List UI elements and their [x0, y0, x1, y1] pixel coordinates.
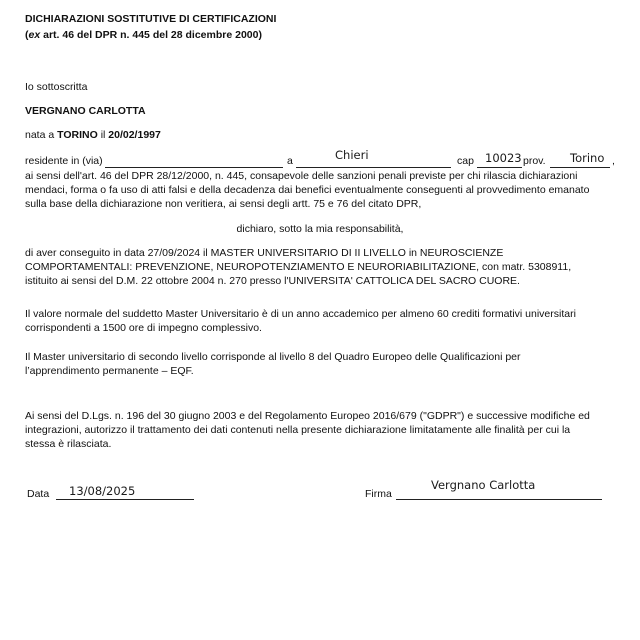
eqf-paragraph — [25, 350, 620, 378]
signature-field[interactable] — [396, 499, 602, 500]
eqf-line-1: Il Master universitario di secondo livello corrisponde al livello 8 del Quadro Europeo delle Qualificazioni per — [25, 351, 521, 363]
city-label: a — [287, 155, 293, 167]
signature-label: Firma — [365, 488, 392, 500]
prov-label: prov. — [523, 155, 546, 167]
cap-label: cap — [457, 155, 474, 167]
legal-line-3: sulla base della dichiarazione non veritiera, ai sensi degli artt. 75 e 76 del citato DPR, — [25, 198, 422, 210]
prov-value: Torino — [570, 151, 605, 165]
cap-field[interactable] — [477, 167, 522, 168]
subtitle-rest: art. 46 del DPR n. 445 del 28 dicembre 2000) — [40, 29, 262, 41]
value-line-1: Il valore normale del suddetto Master Universitario è di un anno accademico per almeno 60 crediti formativi universitari — [25, 308, 576, 320]
born-date: 20/02/1997 — [108, 129, 161, 141]
legal-line-1: ai sensi dell'art. 46 del DPR 28/12/2000, n. 445, consapevole delle sanzioni penali previste per chi rilascia dichiarazioni — [25, 170, 578, 182]
legal-paragraph — [25, 169, 620, 211]
document-subtitle — [25, 28, 262, 42]
gdpr-line-2: integrazioni, autorizzo il trattamento dei dati contenuti nella presente dichiarazione limitatamente alle finalità per cui la — [25, 424, 571, 436]
born-mid: il — [97, 129, 109, 141]
residence-comma: , — [612, 155, 615, 167]
legal-line-2: mendaci, forma o fa uso di atti falsi e della decadenza dai benefici eventualmente conseguenti al provvedimento emanato — [25, 184, 590, 196]
residence-label: residente in (via) — [25, 155, 103, 167]
value-paragraph — [25, 307, 620, 335]
city-field[interactable] — [296, 167, 451, 168]
city-value: Chieri — [335, 148, 369, 162]
street-field[interactable] — [105, 167, 283, 168]
master-line-2: COMPORTAMENTALI: PREVENZIONE, NEUROPOTENZIAMENTO E NEURORIABILITAZIONE, con matr. 5308911, — [25, 261, 572, 273]
subtitle-open-paren: ( — [25, 29, 29, 41]
birth-info — [25, 128, 161, 142]
date-label: Data — [27, 488, 50, 500]
eqf-line-2: l’apprendimento permanente – EQF. — [25, 365, 194, 377]
prov-field[interactable] — [550, 167, 610, 168]
master-paragraph — [25, 246, 620, 288]
gdpr-line-3: stessa è rilasciata. — [25, 438, 112, 450]
value-line-2: corrispondenti a 1500 ore di impegno complessivo. — [25, 322, 262, 334]
date-value: 13/08/2025 — [69, 484, 136, 498]
declarant-intro: Io sottoscritta — [25, 81, 88, 93]
master-line-1: di aver conseguito in data 27/09/2024 il MASTER UNIVERSITARIO DI II LIVELLO in NEUROSCIENZE — [25, 247, 504, 259]
gdpr-line-1: Ai sensi del D.Lgs. n. 196 del 30 giugno 2003 e del Regolamento Europeo 2016/679 ("GDPR") e successive modifiche ed — [25, 410, 590, 422]
cap-value: 10023 — [485, 151, 522, 165]
subtitle-ex: ex — [28, 29, 41, 41]
master-line-3: istituito ai sensi del D.M. 22 ottobre 2004 n. 270 presso l'UNIVERSITA' CATTOLICA DEL SACRO CUORE. — [25, 275, 520, 287]
gdpr-paragraph — [25, 409, 620, 451]
signature-value: Vergnano Carlotta — [431, 478, 536, 492]
declare-statement: dichiaro, sotto la mia responsabilità, — [236, 223, 404, 235]
residence-row — [25, 148, 625, 170]
born-prefix: nata a — [25, 129, 58, 141]
declarant-name: VERGNANO CARLOTTA — [25, 105, 146, 117]
date-field[interactable] — [56, 499, 194, 500]
born-place: TORINO — [57, 129, 98, 141]
document-title: DICHIARAZIONI SOSTITUTIVE DI CERTIFICAZIONI — [25, 13, 277, 25]
